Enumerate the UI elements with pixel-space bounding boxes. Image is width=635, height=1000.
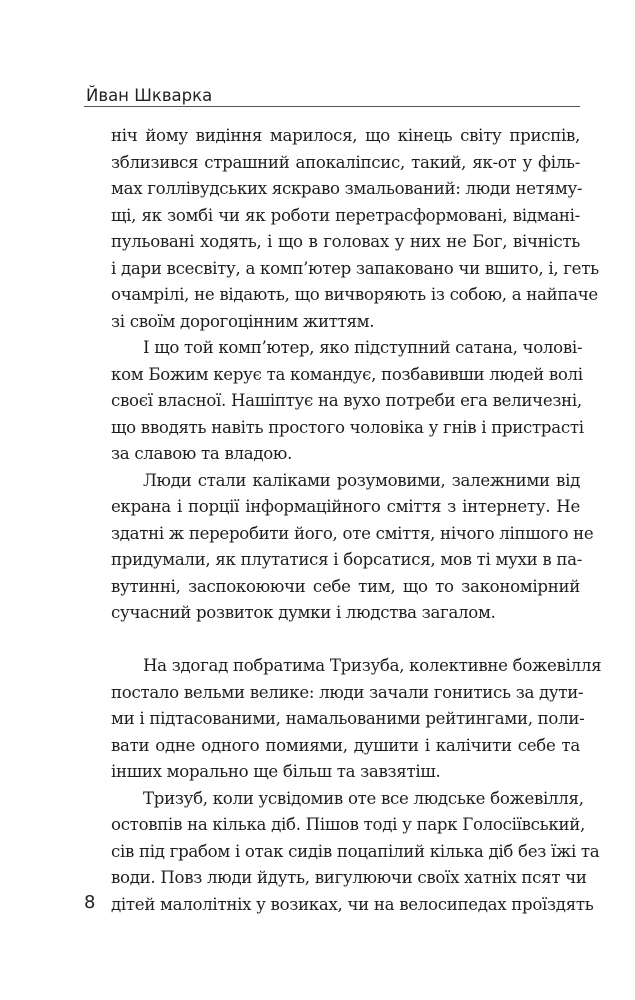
text-line: ком Божим керує та командує, позбавивши людей волі <box>111 364 583 384</box>
text-line: Тризуб, коли усвідомив оте все людське божевілля, <box>143 788 584 808</box>
text-line: пульовані ходять, і що в головах у них не Бог, вічність <box>111 232 580 251</box>
body-text <box>111 123 602 918</box>
paragraph <box>111 468 594 627</box>
text-line: ніч йому видіння марилося, що кінець світу приспів, <box>111 126 580 145</box>
paragraph <box>111 123 599 335</box>
running-header-author: Йван Шкварка <box>86 86 213 105</box>
text-line: зблизився страшний апокаліпсис, такий, як-от у філь- <box>111 152 580 172</box>
text-line: ми і підтасованими, намальованими рейтингами, поли- <box>111 709 585 728</box>
text-line: своєї власної. Нашіптує на вухо потреби ега величезні, <box>111 391 582 410</box>
paragraph <box>111 335 584 468</box>
text-line: вутинні, заспокоюючи себе тим, що то закономірний <box>111 576 580 596</box>
section-gap <box>111 627 580 654</box>
text-line: зі своїм дорогоцінним життям. <box>111 311 375 331</box>
text-line: за славою та владою. <box>111 444 293 463</box>
header-rule <box>84 106 580 107</box>
text-line: екрана і порції інформаційного сміття з інтернету. Не <box>111 497 580 516</box>
text-line: щі, як зомбі чи як роботи перетрасформовані, відмані- <box>111 205 580 225</box>
text-line: і дари всесвіту, а комп’ютер запаковано чи вшито, і, геть <box>111 258 599 278</box>
text-line: Люди стали каліками розумовими, залежними від <box>143 470 580 490</box>
text-line: очамрілі, не відають, що вичворяють із собою, а найпаче <box>111 285 598 304</box>
text-line: придумали, як плутатися і борсатися, мов ті мухи в па- <box>111 550 583 569</box>
text-line: вати одне одного помиями, душити і калічити себе та <box>111 735 580 755</box>
text-line: І що той комп’ютер, яко підступний сатана, чолові- <box>143 338 583 357</box>
text-line: дітей малолітніх у возиках, чи на велосипедах проїздять <box>111 894 594 914</box>
text-line: що вводять навіть простого чоловіка у гнів і пристрасті <box>111 417 584 437</box>
text-line: На здогад побратима Тризуба, колективне божевілля <box>143 656 602 675</box>
text-line: остовпів на кілька діб. Пішов тоді у парк Голосіївський, <box>111 815 585 834</box>
text-line: сів під грабом і отак сидів поцапілий кілька діб без їжі та <box>111 841 600 861</box>
paragraph <box>111 653 602 786</box>
text-line: здатні ж переробити його, оте сміття, нічого ліпшого не <box>111 523 594 543</box>
paragraph <box>111 786 600 919</box>
text-line: води. Повз люди йдуть, вигулюючи своїх хатніх псят чи <box>111 868 587 887</box>
text-line: сучасний розвиток думки і людства загалом. <box>111 603 496 622</box>
text-line: інших морально ще більш та завзятіш. <box>111 762 441 781</box>
text-line: постало вельми велике: люди зачали гонитись за дути- <box>111 682 584 702</box>
text-line: мах голлівудських яскраво змальований: люди нетяму- <box>111 179 583 198</box>
page-number: 8 <box>84 892 96 913</box>
